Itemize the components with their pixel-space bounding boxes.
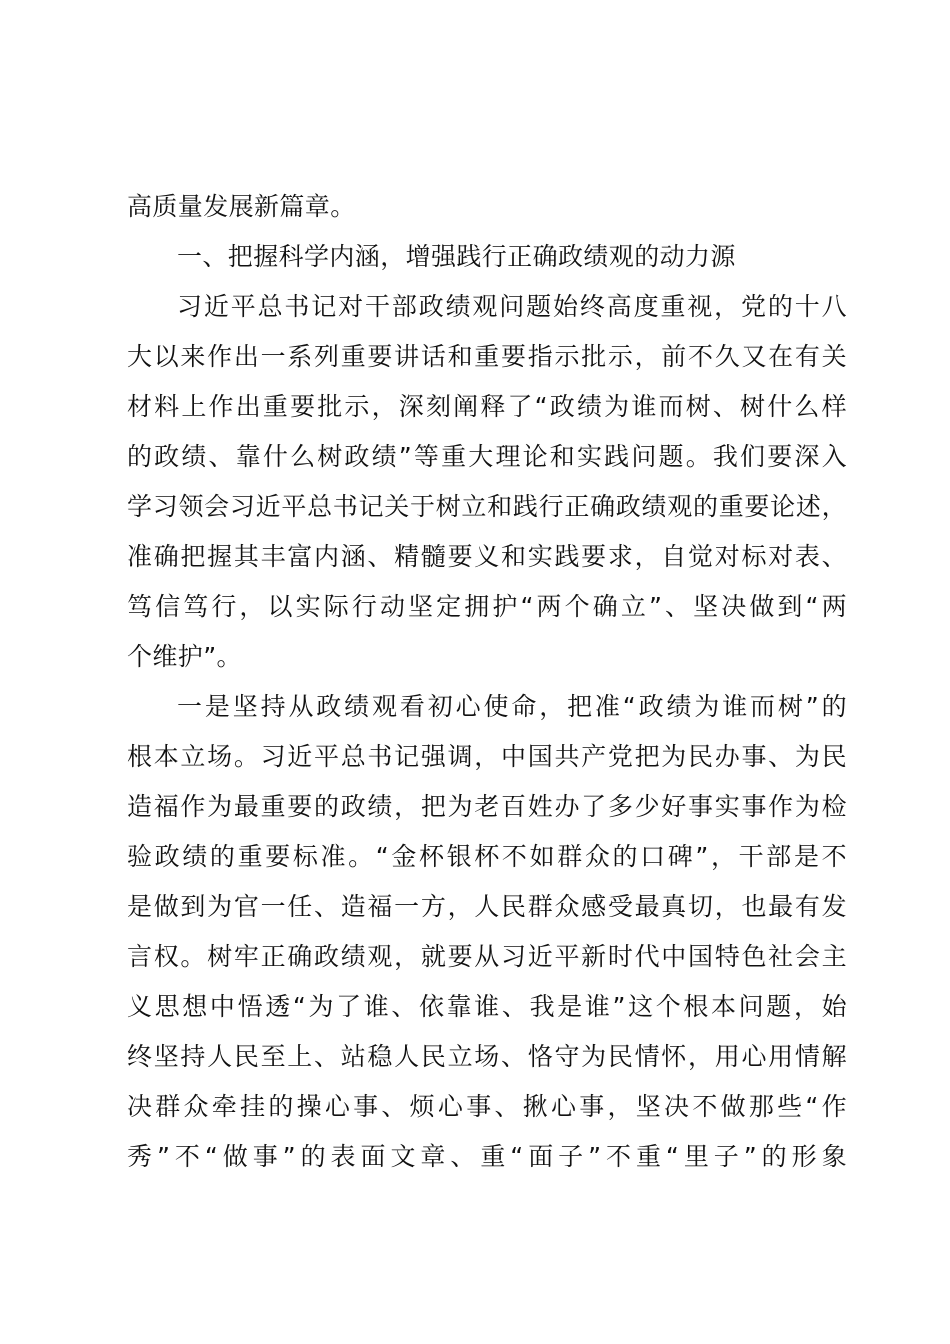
text-line: 是做到为官一任、造福一方，人民群众感受最真切，也最有发 [127, 892, 847, 921]
text-line: 高质量发展新篇章。 [127, 192, 356, 221]
text-line: 根本立场。习近平总书记强调，中国共产党把为民办事、为民 [127, 742, 847, 771]
text-line: 终坚持人民至上、站稳人民立场、恪守为民情怀，用心用情解 [127, 1042, 847, 1071]
document-page [127, 182, 847, 1182]
text-line: 习近平总书记对干部政绩观问题始终高度重视，党的十八 [177, 292, 847, 321]
text-line: 一是坚持从政绩观看初心使命，把准“政绩为谁而树”的 [177, 692, 847, 721]
text-line: 个维护”。 [127, 642, 242, 671]
text-line: 学习领会习近平总书记关于树立和践行正确政绩观的重要论述， [127, 492, 847, 521]
text-line: 准确把握其丰富内涵、精髓要义和实践要求，自觉对标对表、 [127, 542, 847, 571]
text-line: 造福作为最重要的政绩，把为老百姓办了多少好事实事作为检 [127, 792, 847, 821]
text-line: 决群众牵挂的操心事、烦心事、揪心事，坚决不做那些“作 [127, 1092, 847, 1121]
text-line: 的政绩、靠什么树政绩”等重大理论和实践问题。我们要深入 [127, 442, 847, 471]
text-line: 笃信笃行，以实际行动坚定拥护“两个确立”、坚决做到“两 [127, 592, 847, 621]
text-line: 验政绩的重要标准。“金杯银杯不如群众的口碑”，干部是不 [127, 842, 847, 871]
text-line: 一、把握科学内涵，增强践行正确政绩观的动力源 [177, 242, 736, 271]
text-line: 义思想中悟透“为了谁、依靠谁、我是谁”这个根本问题，始 [127, 992, 847, 1021]
text-line: 大以来作出一系列重要讲话和重要指示批示，前不久又在有关 [127, 342, 847, 371]
text-line: 材料上作出重要批示，深刻阐释了“政绩为谁而树、树什么样 [127, 392, 847, 421]
text-line: 秀”不“做事”的表面文章、重“面子”不重“里子”的形象 [127, 1142, 847, 1171]
text-line: 言权。树牢正确政绩观，就要从习近平新时代中国特色社会主 [127, 942, 847, 971]
